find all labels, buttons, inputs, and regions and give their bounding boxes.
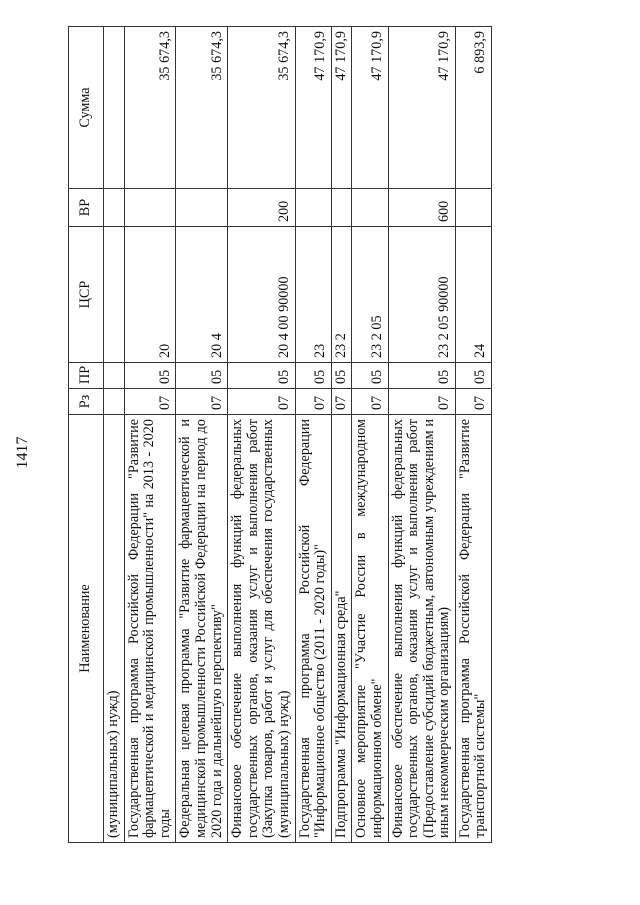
row-name: (муниципальных) нужд) [104, 415, 125, 843]
row-pr: 05 [388, 363, 455, 389]
row-csr: 20 4 [176, 227, 228, 363]
row-pr: 05 [455, 363, 491, 389]
row-sum: 47 170,9 [331, 27, 352, 189]
table-header-row [69, 27, 104, 843]
row-rz: 07 [295, 389, 331, 415]
row-csr [104, 227, 125, 363]
header-sum: Сумма [69, 27, 104, 189]
header-csr: ЦСР [69, 227, 104, 363]
page-number: 1417 [14, 436, 31, 469]
row-sum: 6 893,9 [455, 27, 491, 189]
row-sum [104, 27, 125, 189]
table-row [124, 27, 176, 843]
row-pr: 05 [176, 363, 228, 389]
row-vr: 600 [388, 189, 455, 227]
header-name: Наименование [69, 415, 104, 843]
row-name: Финансовое обеспечение выполнения функций федеральных государственных органов, оказания услуг и выполнения работ (Предоставление субсидий бюджетным, автономным учреждениям и иным некоммерческим организациям) [388, 415, 455, 843]
row-vr [176, 189, 228, 227]
table-row [331, 27, 352, 843]
row-pr: 05 [228, 363, 295, 389]
row-sum: 47 170,9 [295, 27, 331, 189]
row-sum: 35 674,3 [228, 27, 295, 189]
header-rz: Рз [69, 389, 104, 415]
row-vr [104, 189, 125, 227]
row-sum: 47 170,9 [388, 27, 455, 189]
row-vr [455, 189, 491, 227]
row-csr: 20 4 00 90000 [228, 227, 295, 363]
table-row [295, 27, 331, 843]
table-row [388, 27, 455, 843]
table-row [352, 27, 388, 843]
budget-table [68, 26, 492, 843]
row-rz: 07 [176, 389, 228, 415]
row-name: Федеральная целевая программа "Развитие фармацевтической и медицинской промышленности Российской Федерации на период до 2020 года и дальнейшую перспективу" [176, 415, 228, 843]
row-name: Финансовое обеспечение выполнения функций федеральных государственных органов, оказания услуг и выполнения работ (Закупка товаров, работ и услуг для обеспечения государственных (муниципальных) нужд) [228, 415, 295, 843]
row-csr: 24 [455, 227, 491, 363]
row-rz: 07 [455, 389, 491, 415]
header-vr: ВР [69, 189, 104, 227]
row-sum: 35 674,3 [176, 27, 228, 189]
row-vr [331, 189, 352, 227]
row-pr: 05 [124, 363, 176, 389]
table-row [176, 27, 228, 843]
row-name: Государственная программа Российской Федерации "Развитие транспортной системы" [455, 415, 491, 843]
row-pr: 05 [331, 363, 352, 389]
row-rz: 07 [228, 389, 295, 415]
table-row [228, 27, 295, 843]
row-vr: 200 [228, 189, 295, 227]
row-pr [104, 363, 125, 389]
row-pr: 05 [352, 363, 388, 389]
row-name: Государственная программа Российской Федерации "Информационное общество (2011 - 2020 годы)" [295, 415, 331, 843]
header-pr: ПР [69, 363, 104, 389]
row-rz: 07 [331, 389, 352, 415]
row-rz: 07 [352, 389, 388, 415]
row-name: Государственная программа Российской Федерации "Развитие фармацевтической и медицинской промышленности" на 2013 - 2020 годы [124, 415, 176, 843]
row-csr: 23 [295, 227, 331, 363]
row-pr: 05 [295, 363, 331, 389]
row-csr: 23 2 05 [352, 227, 388, 363]
row-rz [104, 389, 125, 415]
row-csr: 23 2 [331, 227, 352, 363]
row-csr: 23 2 05 90000 [388, 227, 455, 363]
row-name: Подпрограмма "Информационная среда" [331, 415, 352, 843]
row-name: Основное мероприятие "Участие России в международном информационном обмене" [352, 415, 388, 843]
row-sum: 47 170,9 [352, 27, 388, 189]
row-vr [352, 189, 388, 227]
row-sum: 35 674,3 [124, 27, 176, 189]
table-row [455, 27, 491, 843]
row-rz: 07 [124, 389, 176, 415]
row-rz: 07 [388, 389, 455, 415]
row-vr [124, 189, 176, 227]
table-row [104, 27, 125, 843]
row-vr [295, 189, 331, 227]
row-csr: 20 [124, 227, 176, 363]
